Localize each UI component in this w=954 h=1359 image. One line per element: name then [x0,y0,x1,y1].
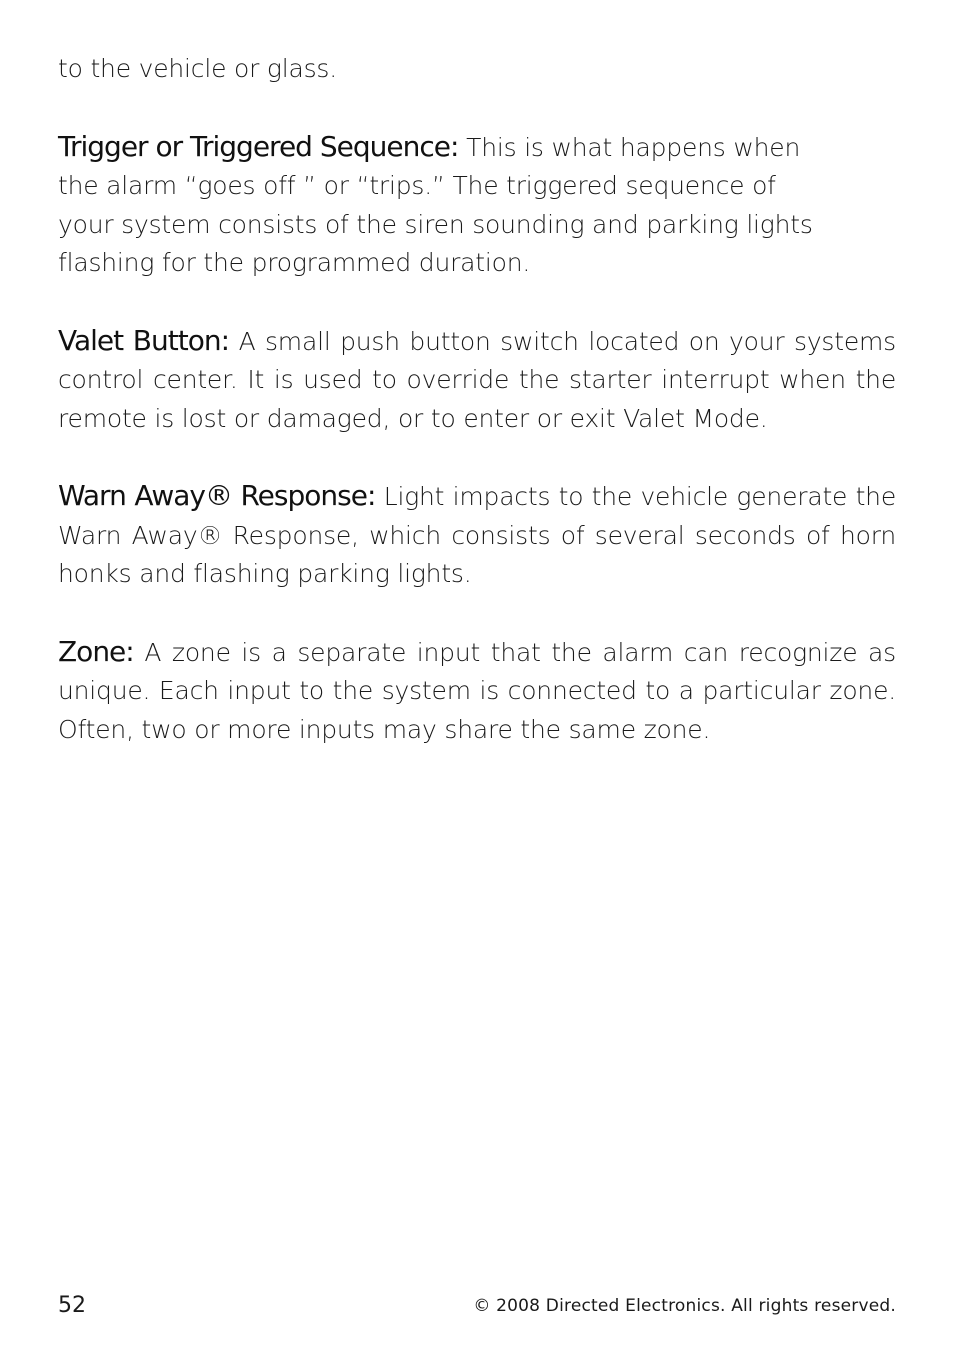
glossary-term: Valet Button: [58,323,230,357]
glossary-entry-warn-away [58,477,896,594]
page-footer [58,1293,896,1323]
page-number: 52 [58,1293,86,1318]
glossary-term: Warn Away® Response: [58,479,376,512]
intro-paragraph: to the vehicle or glass. [58,54,337,83]
copyright-notice: © 2008 Directed Electronics. All rights reserved. [473,1296,896,1316]
glossary-definition: A zone is a separate input that the alarm can recognize as unique. Each input to the system is connected to a particular zone. Often, two or more inputs may share the same zone. [58,637,896,744]
glossary-term: Trigger or Triggered Sequence: [58,129,459,163]
glossary-term: Zone: [58,634,134,668]
document-page [58,50,896,788]
glossary-entry-trigger [58,128,818,283]
glossary-entry-valet-button [58,322,896,439]
glossary-definition: This is what happens when the alarm “goes off ” or “trips.” The triggered sequence of your system consists of the siren sounding and parking lights flashing for the programmed duration. [58,132,813,277]
glossary-definition: A small push button switch located on your systems control center. It is used to override the starter interrupt when the remote is lost or damaged, or to enter or exit Valet Mode. [58,326,896,433]
glossary-entry-zone [58,633,896,750]
glossary-definition: Light impacts to the vehicle generate the Warn Away® Response, which consists of several seconds of horn honks and flashing parking lights. [58,482,896,588]
